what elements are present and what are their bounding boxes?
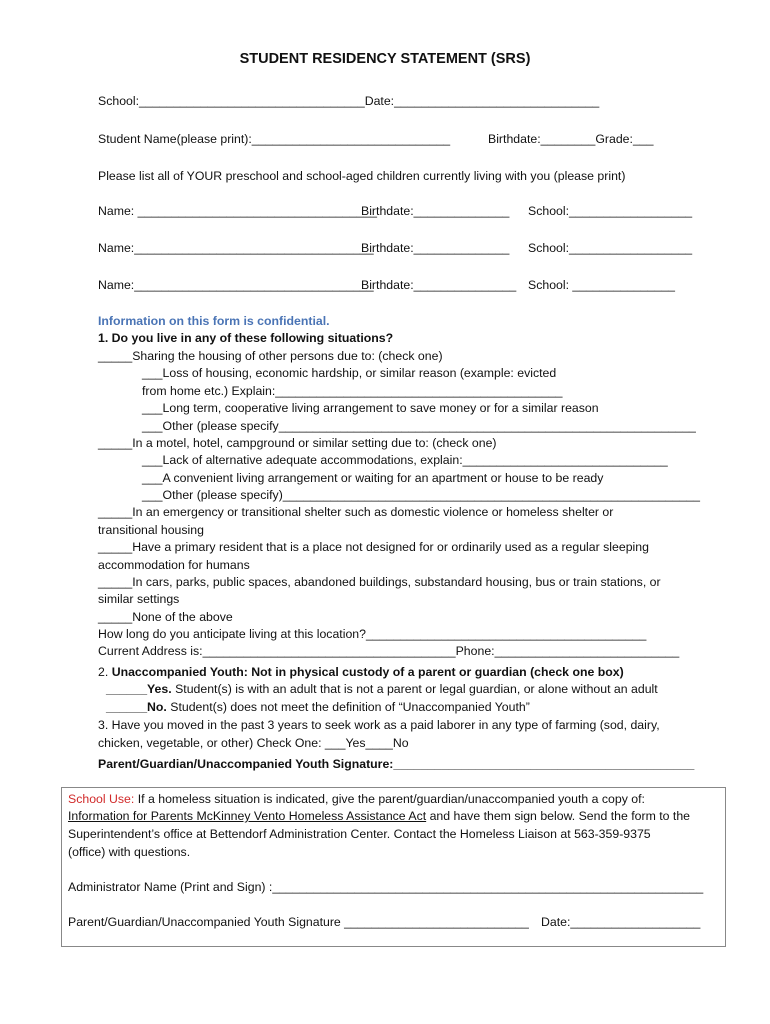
child-name-2[interactable]: Name:___________________________________: [98, 241, 374, 255]
child-birthdate-1[interactable]: Birthdate:______________: [361, 204, 510, 218]
school-date-line[interactable]: School:_________________________________Date:______________________________: [98, 94, 600, 108]
school-use-line-2: Information for Parents McKinney Vento Homeless Assistance Act and have them sign below. Send the form to the: [68, 809, 691, 823]
q1-sub-other-2[interactable]: ___Other (please specify)_____________________________________________________________: [142, 488, 700, 502]
question-3-line-2[interactable]: chicken, vegetable, or other) Check One: ___Yes____No: [98, 736, 409, 750]
q1-option-primary-resident-cont: accommodation for humans: [98, 558, 250, 572]
q1-option-shelter-cont: transitional housing: [98, 523, 204, 537]
q1-sub-lack-accommodations[interactable]: ___Lack of alternative adequate accommodations, explain:______________________________: [142, 453, 668, 467]
page-title: STUDENT RESIDENCY STATEMENT (SRS): [239, 51, 531, 67]
school-use-line-4: (office) with questions.: [68, 845, 191, 859]
address-phone-line[interactable]: Current Address is:_____________________________________Phone:___________________________: [98, 644, 680, 658]
q1-sub-long-term[interactable]: ___Long term, cooperative living arrangement to save money or for a similar reason: [142, 401, 599, 415]
child-birthdate-2[interactable]: Birthdate:______________: [361, 241, 510, 255]
anticipate-duration-line[interactable]: How long do you anticipate living at this location?_________________________________________: [98, 627, 647, 641]
school-use-line-3: Superintendent’s office at Bettendorf Administration Center. Contact the Homeless Liaison at 563-359-9375: [68, 827, 651, 841]
child-name-3[interactable]: Name:___________________________________: [98, 278, 374, 292]
question-2-heading: 2. Unaccompanied Youth: Not in physical custody of a parent or guardian (check one box): [98, 665, 624, 679]
child-school-3[interactable]: School: _______________: [528, 278, 676, 292]
parent-signature-date[interactable]: Date:___________________: [541, 915, 701, 929]
q1-sub-other-1[interactable]: ___Other (please specify_____________________________________________________________: [142, 419, 696, 433]
child-school-2[interactable]: School:__________________: [528, 241, 693, 255]
q1-option-cars-parks[interactable]: _____In cars, parks, public spaces, abandoned buildings, substandard housing, bus or train stations, or: [98, 575, 661, 589]
mckinney-vento-link[interactable]: Information for Parents McKinney Vento Homeless Assistance Act: [68, 809, 427, 823]
child-birthdate-3[interactable]: Birthdate:_______________: [361, 278, 517, 292]
q1-option-primary-resident[interactable]: _____Have a primary resident that is a place not designed for or ordinarily used as a regular sleeping: [98, 540, 649, 554]
q1-sub-convenient[interactable]: ___A convenient living arrangement or waiting for an apartment or house to be ready: [142, 471, 604, 485]
signature-line[interactable]: Parent/Guardian/Unaccompanied Youth Signature:____________________________________________: [98, 757, 695, 771]
school-use-line-1: School Use: If a homeless situation is indicated, give the parent/guardian/unaccompanied youth a copy of:: [68, 792, 645, 806]
parent-signature-line[interactable]: Parent/Guardian/Unaccompanied Youth Signature ___________________________: [68, 915, 529, 929]
question-3-line-1: 3. Have you moved in the past 3 years to seek work as a paid laborer in any type of farming (sod, dairy,: [98, 718, 660, 732]
q2-yes-option[interactable]: ______Yes. Student(s) is with an adult that is not a parent or legal guardian, or alone without an adult: [106, 682, 658, 696]
q1-option-cars-parks-cont: similar settings: [98, 592, 180, 606]
q2-no-option[interactable]: ______No. Student(s) does not meet the definition of “Unaccompanied Youth”: [106, 700, 530, 714]
q1-option-shelter[interactable]: _____In an emergency or transitional shelter such as domestic violence or homeless shelter or: [98, 505, 614, 519]
q1-option-none[interactable]: _____None of the above: [98, 610, 233, 624]
children-intro: Please list all of YOUR preschool and school-aged children currently living with you (please print): [98, 169, 626, 183]
administrator-name-line[interactable]: Administrator Name (Print and Sign) :_______________________________________________________________: [68, 880, 704, 894]
confidential-note: Information on this form is confidential.: [98, 314, 330, 328]
birthdate-grade-line[interactable]: Birthdate:________Grade:___: [488, 132, 654, 146]
q1-option-motel[interactable]: _____In a motel, hotel, campground or similar setting due to: (check one): [98, 436, 497, 450]
q1-sub-explain[interactable]: from home etc.) Explain:__________________________________________: [142, 384, 563, 398]
child-school-1[interactable]: School:__________________: [528, 204, 693, 218]
child-name-1[interactable]: Name: ___________________________________: [98, 204, 377, 218]
student-name-line[interactable]: Student Name(please print):_____________________________: [98, 132, 451, 146]
question-1-heading: 1. Do you live in any of these following situations?: [98, 331, 394, 345]
q1-sub-loss-housing[interactable]: ___Loss of housing, economic hardship, or similar reason (example: evicted: [142, 366, 557, 380]
q1-option-sharing[interactable]: _____Sharing the housing of other persons due to: (check one): [98, 349, 443, 363]
